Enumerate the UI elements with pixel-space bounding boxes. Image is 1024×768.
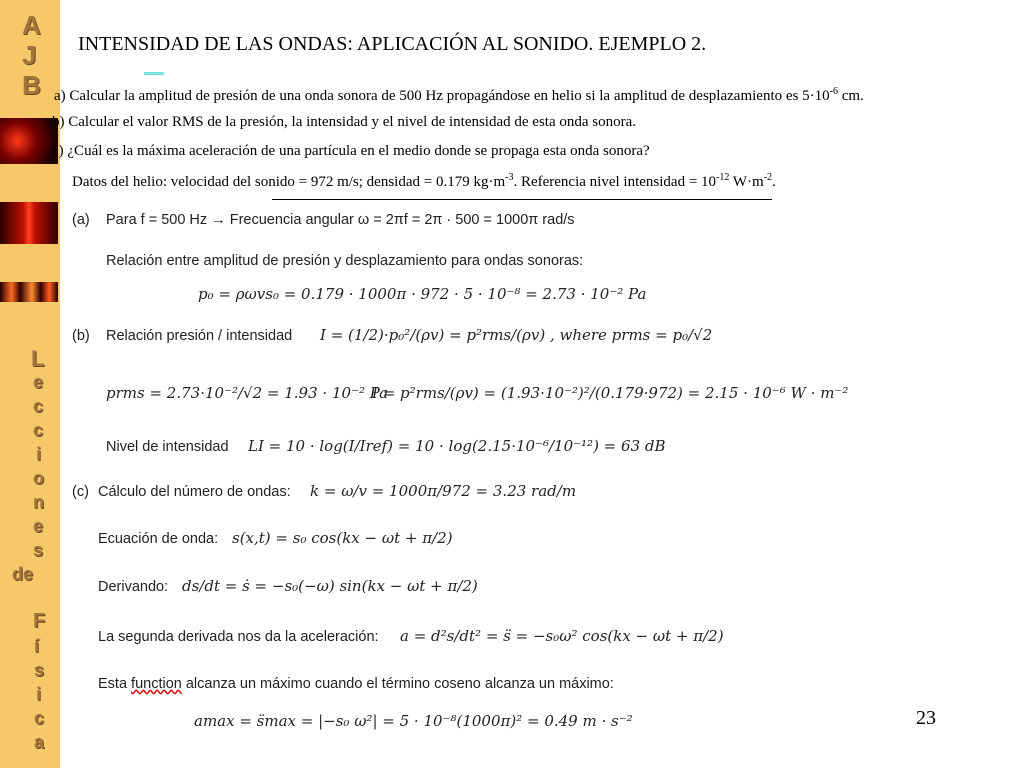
solution-c-line5: Esta function alcanza un máximo cuando el término coseno alcanza un máximo: xyxy=(98,676,614,692)
word-letter: s xyxy=(33,540,44,560)
word-letter: í xyxy=(34,636,40,656)
solution-c-wave-equation: s(x,t) = s₀ cos(kx − ωt + π/2) xyxy=(232,529,453,547)
title-decoration xyxy=(144,72,164,75)
word-letter: i xyxy=(36,444,42,464)
word-letter: e xyxy=(33,372,44,392)
solution-c-max-acceleration: amax = s̈max = |−s₀ ω²| = 5 · 10⁻⁸(1000π)² = 0.49 m · s⁻² xyxy=(194,712,633,730)
slide-title: INTENSIDAD DE LAS ONDAS: APLICACIÓN AL SONIDO. EJEMPLO 2. xyxy=(78,33,707,55)
word-letter: o xyxy=(33,468,44,488)
solution-c-wavenumber: k = ω/v = 1000π/972 = 3.23 rad/m xyxy=(310,482,577,500)
page-number: 23 xyxy=(916,707,936,729)
solution-c-line3-text: Derivando: xyxy=(98,579,169,595)
solution-c-acceleration: a = d²s/dt² = s̈ = −s₀ω² cos(kx − ωt + π/2) xyxy=(400,627,724,645)
thumbnail-lines xyxy=(0,282,58,302)
word-letter: s xyxy=(34,660,45,680)
word-de: de xyxy=(12,564,34,584)
solution-b-prms: prms = 2.73·10⁻²/√2 = 1.93 · 10⁻² Pa xyxy=(106,384,389,402)
word-letter: F xyxy=(33,610,46,632)
word-letter: c xyxy=(33,396,44,416)
initial-b: B xyxy=(22,70,41,100)
word-letter: n xyxy=(33,492,44,512)
initial-j: J xyxy=(22,40,37,70)
solution-a-line2: Relación entre amplitud de presión y desplazamiento para ondas sonoras: xyxy=(106,253,584,269)
solution-b-line1-equation: I = (1/2)·p₀²/(ρv) = p²rms/(ρv) , where prms = p₀/√2 xyxy=(320,326,713,344)
solution-a-label: (a) xyxy=(72,212,90,228)
solution-b-label: (b) xyxy=(72,328,90,344)
divider-rule xyxy=(272,199,772,200)
question-b: b) Calcular el valor RMS de la presión, la intensidad y el nivel de intensidad de esta onda sonora. xyxy=(52,114,637,130)
sidebar-banner xyxy=(0,0,60,768)
word-letter: i xyxy=(36,684,42,704)
thumbnail-lamp xyxy=(0,118,58,164)
solution-a-equation: p₀ = ρωvs₀ = 0.179 · 1000π · 972 · 5 · 10⁻⁸ = 2.73 · 10⁻² Pa xyxy=(198,285,647,303)
solution-b-intensity: I = p²rms/(ρv) = (1.93·10⁻²)²/(0.179·972) = 2.15 · 10⁻⁶ W · m⁻² xyxy=(372,384,849,402)
thumbnail-spectrum xyxy=(0,202,58,244)
question-c: c) ¿Cuál es la máxima aceleración de una partícula en el medio donde se propaga esta onda sonora? xyxy=(52,143,650,159)
helium-data: Datos del helio: velocidad del sonido = 972 m/s; densidad = 0.179 $kg\cdot m^{-3}$. Referencia nivel intensidad = $10^{-12}$ $W\cdot m^{-2}$. xyxy=(72,172,776,190)
solution-a-line1: Para f = 500 Hz → Frecuencia angular ω = 2πf = 2π · 500 = 1000π rad/s xyxy=(106,212,575,228)
word-letter: L xyxy=(31,346,45,371)
initial-a: A xyxy=(22,10,41,40)
solution-c-line4-text: La segunda derivada nos da la aceleración: xyxy=(98,629,379,645)
solution-c-derivative: ds/dt = ṡ = −s₀(−ω) sin(kx − ωt + π/2) xyxy=(182,577,478,595)
word-letter: c xyxy=(33,420,44,440)
solution-c-label: (c) xyxy=(72,484,89,500)
word-letter: a xyxy=(34,732,45,752)
word-letter: e xyxy=(33,516,44,536)
question-a: a) Calcular la amplitud de presión de una onda sonora de 500 Hz propagándose en helio si la amplitud de desplazamiento es $5\cdot 10^{-6}$ cm. xyxy=(54,86,864,104)
word-letter: c xyxy=(34,708,45,728)
solution-b-line3-text: Nivel de intensidad xyxy=(106,439,229,455)
solution-b-line1-text: Relación presión / intensidad xyxy=(106,328,293,344)
solution-c-line1-text: Cálculo del número de ondas: xyxy=(98,484,291,500)
solution-b-level: LI = 10 · log(I/Iref) = 10 · log(2.15·10⁻⁶/10⁻¹²) = 63 dB xyxy=(248,437,666,455)
solution-c-line2-text: Ecuación de onda: xyxy=(98,531,219,547)
